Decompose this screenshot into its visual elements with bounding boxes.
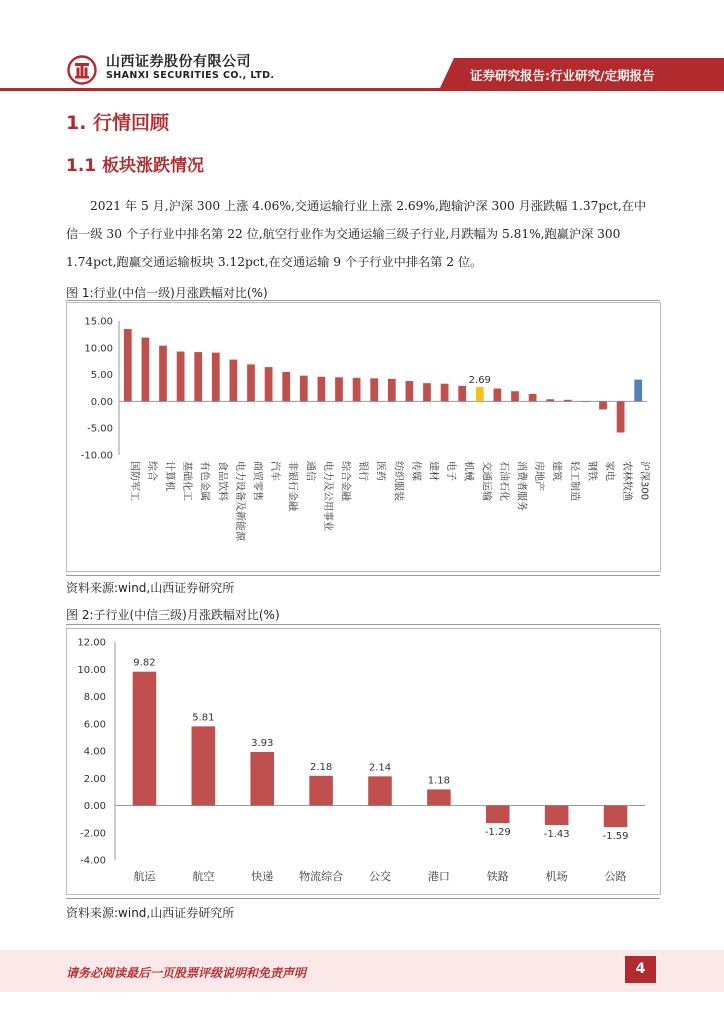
paragraph-line: 2021 年 5 月,沪深 300 上涨 4.06%,交通运输行业上涨 2.69%,跑输沪深 300 月涨跌幅 1.37pct,在中 [90,199,647,213]
bar [124,329,132,401]
x-tick-label: 消费者服务 [515,461,527,511]
x-tick-label: 医药 [374,461,386,481]
x-tick-label: 食品饮料 [216,461,228,501]
bar [423,383,431,401]
x-tick-label: 银行 [357,461,369,481]
x-tick-label: 物流综合 [299,870,344,883]
x-tick-label: 建筑 [550,461,562,481]
x-tick-label: 铁路 [486,870,509,883]
y-tick-label: 10.00 [84,343,113,355]
bar [511,391,519,401]
y-tick-label: -10.00 [80,450,113,462]
x-tick-label: 农林牧渔 [621,461,633,501]
bar [599,401,607,409]
figure-2-top-rule [66,624,660,625]
bar [617,401,625,432]
data-label: 2.14 [368,762,392,774]
figure-2-source: 资料来源:wind,山西证券研究所 [66,906,235,920]
section-title: 1. 行情回顾 [66,112,170,134]
bar [564,400,572,402]
y-tick-label: 0.00 [83,801,106,812]
bar [250,752,274,806]
x-tick-label: 基础化工 [181,461,193,501]
bar [368,776,392,805]
x-tick-label: 航空 [192,870,215,883]
bar [133,672,157,806]
bar [476,387,484,401]
data-label: -1.43 [543,828,570,840]
y-tick-label: -4.00 [80,855,106,867]
subsection-title: 1.1 板块涨跌情况 [66,156,205,176]
x-tick-label: 沪深300 [638,461,650,501]
x-tick-label: 轻工制造 [568,461,580,501]
x-tick-label: 公交 [369,870,391,883]
x-tick-label: 房地产 [533,461,545,491]
y-tick-label: 10.00 [77,664,106,676]
y-tick-label: 15.00 [84,316,113,328]
page-number: 4 [625,956,656,983]
bar [604,806,628,828]
y-tick-label: 2.00 [83,773,106,785]
figure-1-top-rule [66,300,660,301]
bar [370,378,378,401]
y-tick-label: -5.00 [87,423,113,435]
industry-return-chart [66,302,661,572]
x-tick-label: 通信 [304,461,316,481]
x-tick-label: 石油石化 [497,461,509,501]
data-label: -1.59 [602,831,629,843]
x-tick-label: 快递 [251,870,274,883]
bar [545,806,569,825]
bar [582,401,590,402]
y-tick-label: 6.00 [83,719,106,731]
header-divider [0,88,724,91]
x-tick-label: 航运 [133,870,156,883]
bar [427,789,451,805]
x-tick-label: 交通运输 [480,461,492,501]
x-tick-label: 机械 [462,461,474,481]
bar [192,726,216,805]
bar [300,376,308,402]
y-tick-label: 0.00 [90,396,113,408]
company-name-cn: 山西证券股份有限公司 [106,54,251,70]
x-tick-label: 汽车 [269,461,281,481]
bar [159,346,167,402]
subindustry-return-chart [66,628,661,895]
bar [230,360,238,402]
report-type-label: 证券研究报告:行业研究/定期报告 [470,68,655,83]
figure-1-caption: 图 1:行业(中信一级)月涨跌幅对比(%) [66,286,268,300]
y-tick-label: 5.00 [90,370,113,382]
x-tick-label: 家电 [603,461,615,481]
figure-1-source: 资料来源:wind,山西证券研究所 [66,581,235,595]
paragraph-line: 信一级 30 个子行业中排名第 22 位,航空行业作为交通运输三级子行业,月跌幅为 5.81%,跑赢沪深 300 [66,227,621,241]
data-label: -1.29 [484,827,511,839]
x-tick-label: 计算机 [163,461,175,491]
footer-disclaimer: 请务必阅读最后一页股票评级说明和免责声明 [66,966,307,980]
x-tick-label: 有色金属 [198,461,210,501]
bar [458,386,466,402]
figure-2-bottom-rule [66,898,660,899]
y-tick-label: 12.00 [77,637,106,649]
bar [212,353,220,402]
y-tick-label: 4.00 [83,746,106,758]
paragraph-line: 1.74pct,跑赢交通运输板块 3.12pct,在交通运输 9 个子行业中排名第 2 位。 [66,255,483,269]
data-label: 3.93 [251,737,274,749]
x-tick-label: 电子 [445,461,457,481]
x-tick-label: 综合金融 [339,461,351,501]
x-tick-label: 综合 [145,461,157,481]
bar [177,352,185,402]
bar [441,384,449,402]
x-tick-label: 国防军工 [128,461,140,501]
data-label: 9.82 [133,657,156,669]
data-label: 2.69 [468,374,491,386]
bar [494,389,502,402]
x-tick-label: 非银行金融 [286,461,298,511]
bar [309,776,333,806]
data-label: 2.18 [309,761,333,773]
bar [247,364,255,401]
bar [529,394,537,402]
bar [546,399,554,401]
y-tick-label: -2.00 [80,828,106,840]
x-tick-label: 电力及公用事业 [321,461,333,531]
x-tick-label: 港口 [427,870,450,883]
x-tick-label: 建材 [427,461,439,481]
data-label: 5.81 [192,712,215,724]
bar [265,367,273,401]
figure-1-bottom-rule [66,575,660,576]
bar [486,806,510,824]
x-tick-label: 机场 [545,870,568,883]
y-tick-label: 8.00 [83,692,106,703]
shanxi-securities-logo-icon [67,55,97,85]
bar [282,372,290,401]
x-tick-label: 商贸零售 [251,461,263,501]
x-tick-label: 钢铁 [585,461,597,481]
x-tick-label: 传媒 [409,461,421,481]
bar [142,338,150,402]
bar [353,378,361,402]
x-tick-label: 电力设备及新能源 [233,461,245,541]
bar [194,352,202,401]
data-label: 1.18 [427,775,451,787]
bar [406,381,414,401]
x-tick-label: 公路 [604,870,627,883]
bar [634,380,642,402]
bar [318,377,326,402]
x-tick-label: 纺织服装 [392,461,404,501]
industry-return-chart-svg [67,303,660,571]
bar [335,377,343,401]
bar [388,379,396,402]
figure-2-caption: 图 2:子行业(中信三级)月涨跌幅对比(%) [66,608,280,622]
company-name-en: SHANXI SECURITIES CO., LTD. [106,70,275,81]
subindustry-return-chart-svg [67,629,660,894]
